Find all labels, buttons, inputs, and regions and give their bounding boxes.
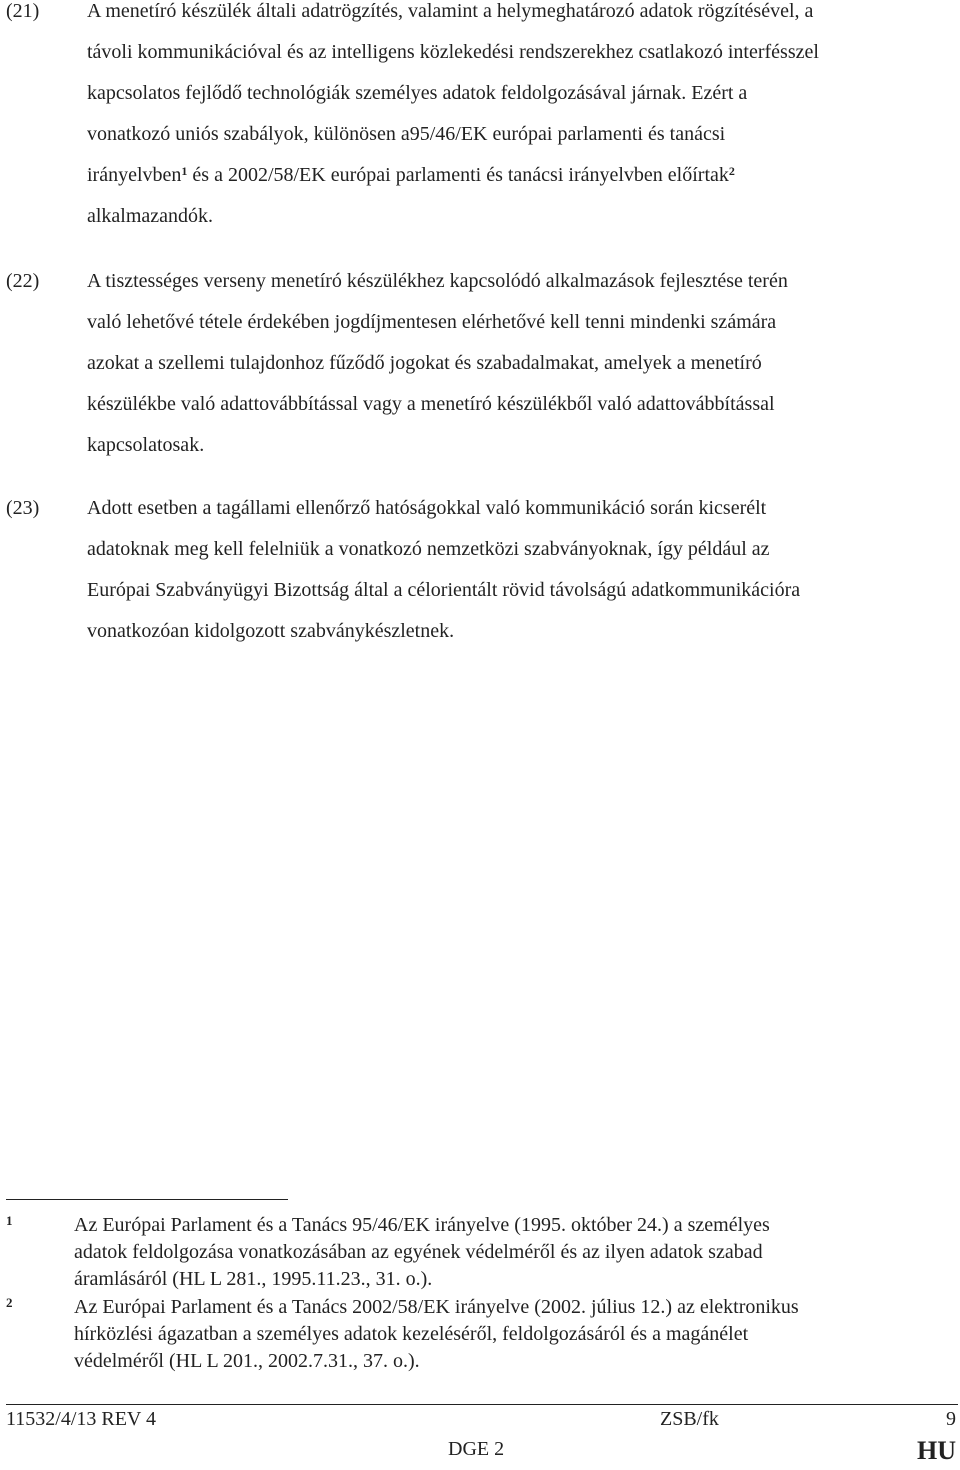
- text-line: A tisztességes verseny menetíró készülékhez kapcsolódó alkalmazások fejlesztése terén: [87, 270, 788, 292]
- footnote-mark: 2: [6, 1295, 13, 1310]
- text-line: adatoknak meg kell felelniük a vonatkozó nemzetközi szabványoknak, így például az: [87, 538, 770, 560]
- text-line: való lehetővé tétele érdekében jogdíjmentesen elérhetővé kell tenni mindenki számára: [87, 311, 777, 333]
- footnote-text: [74, 1294, 958, 1375]
- text-line: védelméről (HL L 201., 2002.7.31., 37. o.).: [74, 1350, 420, 1372]
- text-line: kapcsolatos fejlődő technológiák személyes adatok feldolgozásával járnak. Ezért a: [87, 82, 748, 104]
- footnote-separator: [6, 1199, 288, 1200]
- text-line: azokat a szellemi tulajdonhoz fűződő jogokat és szabadalmakat, amelyek a menetíró: [87, 352, 762, 374]
- text-line: készülékbe való adattovábbítással vagy a menetíró készülékből való adattovábbítással: [87, 393, 775, 415]
- text-line: A menetíró készülék általi adatrögzítés, valamint a helymeghatározó adatok rögzítésével, a: [87, 0, 814, 22]
- footnote-mark: 1: [6, 1213, 13, 1228]
- text-line: alkalmazandók.: [87, 205, 214, 227]
- text-line: Adott esetben a tagállami ellenőrző hatóságokkal való kommunikáció során kicserélt: [87, 497, 767, 519]
- footnote-1: [6, 1212, 958, 1293]
- document-reference: 11532/4/13 REV 4: [6, 1408, 157, 1430]
- paragraph-23: [6, 488, 958, 652]
- footnote-ref-1[interactable]: 1: [181, 164, 188, 178]
- text-fragment: irányelvben: [87, 164, 182, 186]
- footnote-text: [74, 1212, 958, 1293]
- paragraph-number: (23): [6, 497, 40, 519]
- text-line: [87, 155, 958, 196]
- language-code: HU: [917, 1436, 956, 1465]
- paragraph-text: [87, 261, 958, 466]
- text-line: vonatkozó uniós szabályok, különösen a95/46/EK európai parlamenti és tanácsi: [87, 123, 726, 145]
- paragraph-text: [87, 488, 958, 652]
- text-line: kapcsolatosak.: [87, 434, 205, 456]
- text-line: Az Európai Parlament és a Tanács 2002/58/EK irányelve (2002. július 12.) az elektronikus: [74, 1296, 799, 1318]
- footnote-ref-2[interactable]: 2: [728, 164, 735, 178]
- text-fragment: és a 2002/58/EK európai parlamenti és tanácsi irányelvben előírtak: [187, 164, 729, 186]
- text-line: hírközlési ágazatban a személyes adatok kezeléséről, feldolgozásáról és a magánélet: [74, 1323, 749, 1345]
- paragraph-number: (21): [6, 0, 40, 22]
- text-line: Az Európai Parlament és a Tanács 95/46/EK irányelve (1995. október 24.) a személyes: [74, 1214, 770, 1236]
- text-line: távoli kommunikációval és az intelligens közlekedési rendszerekhez csatlakozó interfésszel: [87, 41, 819, 63]
- footnote-2: [6, 1294, 958, 1375]
- text-line: áramlásáról (HL L 281., 1995.11.23., 31. o.).: [74, 1268, 433, 1290]
- text-line: adatok feldolgozása vonatkozásában az egyének védelméről és az ilyen adatok szabad: [74, 1241, 763, 1263]
- paragraph-21: [6, 0, 958, 237]
- directorate-code: DGE 2: [448, 1438, 505, 1460]
- paragraph-22: [6, 261, 958, 466]
- paragraph-text: [87, 0, 958, 237]
- text-line: Európai Szabványügyi Bizottság által a célorientált rövid távolságú adatkommunikációra: [87, 579, 801, 601]
- footer-separator: [6, 1404, 958, 1405]
- text-line: vonatkozóan kidolgozott szabványkészletnek.: [87, 620, 455, 642]
- paragraph-number: (22): [6, 270, 40, 292]
- page-number: 9: [946, 1408, 956, 1430]
- author-code: ZSB/fk: [660, 1408, 719, 1430]
